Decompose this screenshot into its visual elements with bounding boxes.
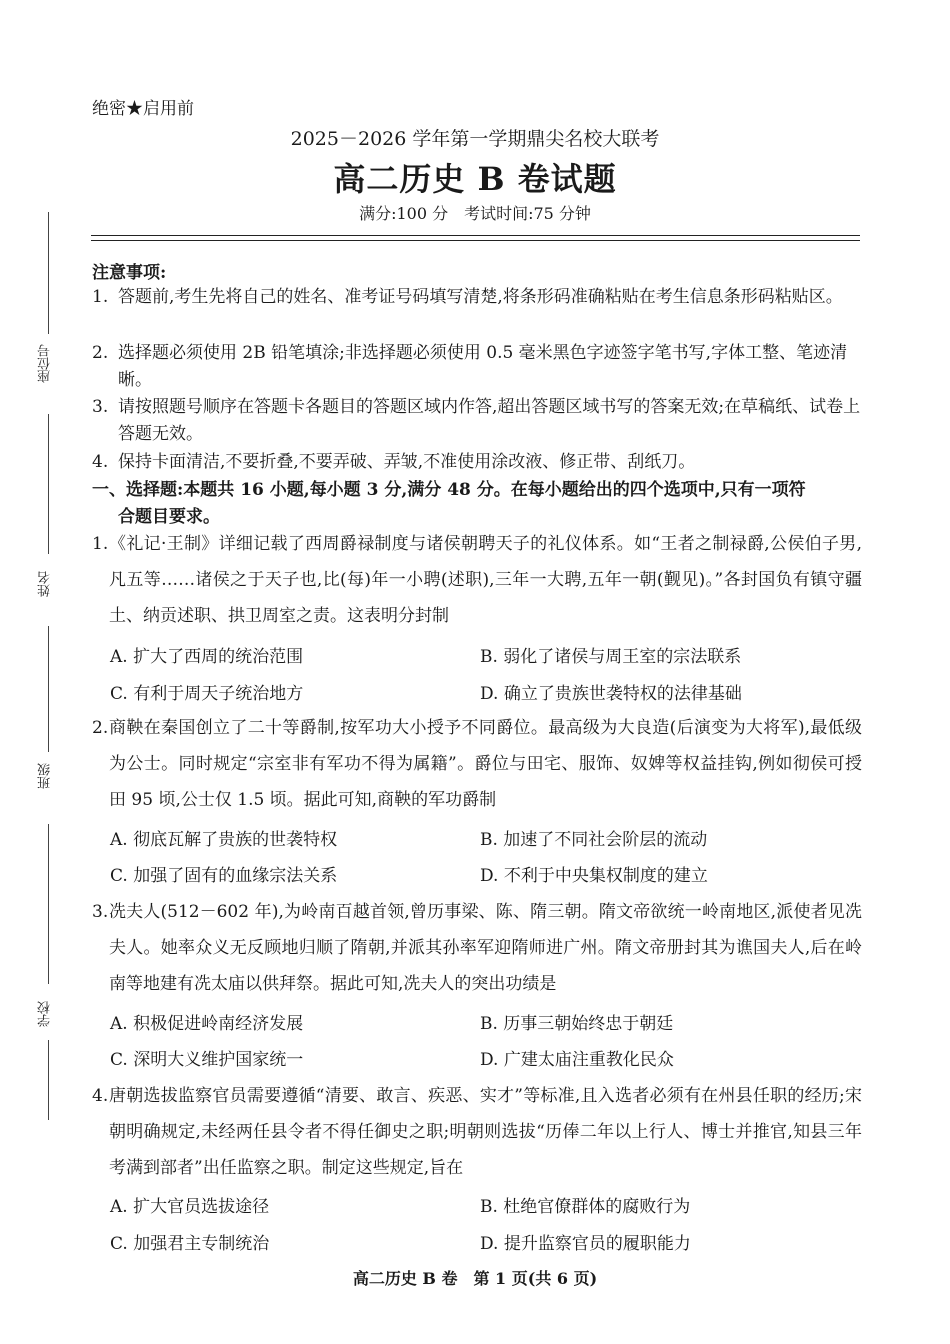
page-footer: 高二历史 B 卷 第 1 页(共 6 页): [352, 1269, 598, 1288]
question-3: [92, 894, 862, 1002]
question-number: 2.: [92, 718, 109, 738]
seat-number-label: 座位号: [38, 344, 53, 384]
option-a[interactable]: A. 扩大官员选拔途径: [110, 1197, 270, 1217]
header-rule-thin: [91, 240, 860, 241]
notice-text: 答题前,考生先将自己的姓名、准考证号码填写清楚,将条形码准确粘贴在考生信息条形码粘贴区。: [118, 287, 843, 307]
school-label: 学校: [38, 1001, 53, 1027]
question-4: [92, 1078, 862, 1186]
question-stem: 商鞅在秦国创立了二十等爵制,按军功大小授予不同爵位。最高级为大良造(后演变为大将军),最低级为公士。同时规定“宗室非有军功不得为属籍”。爵位与田宅、服饰、奴婢等权益挂钩,例如彻侯可授田 95 顷,公士仅 1.5 顷。据此可知,商鞅的军功爵制: [109, 718, 862, 810]
notice-text: 请按照题号顺序在答题卡各题目的答题区域内作答,超出答题区域书写的答案无效;在草稿纸、试卷上答题无效。: [118, 397, 861, 444]
exam-meta: 满分:100 分 考试时间:75 分钟: [359, 204, 591, 223]
question-2: [92, 710, 862, 818]
notice-item: [92, 284, 862, 311]
option-d[interactable]: D. 确立了贵族世袭特权的法律基础: [480, 684, 742, 704]
question-number: 3.: [92, 902, 109, 922]
section-heading-line1: 一、选择题:本题共 16 小题,每小题 3 分,满分 48 分。在每小题给出的四个选项中,只有一项符: [92, 480, 806, 500]
notice-number: 1.: [92, 287, 109, 307]
page-title: 高二历史 B 卷试题: [333, 160, 617, 198]
confidential-mark: 绝密★启用前: [92, 99, 194, 119]
notice-number: 4.: [92, 452, 109, 472]
option-d[interactable]: D. 提升监察官员的履职能力: [480, 1234, 691, 1254]
question-stem: 唐朝选拔监察官员需要遵循“清要、敢言、疾恶、实才”等标准,且入选者必须有在州县任职的经历;宋朝明确规定,未经两任县令者不得任御史之职;明朝则选拔“历俸二年以上行人、博士并推官,知县三年考满到部者”出任监察之职。制定这些规定,旨在: [109, 1086, 862, 1178]
option-b[interactable]: B. 历事三朝始终忠于朝廷: [480, 1014, 674, 1034]
option-a[interactable]: A. 扩大了西周的统治范围: [110, 647, 304, 667]
notice-number: 3.: [92, 397, 109, 417]
class-label: 班级: [38, 763, 53, 789]
side-line-5: [48, 1040, 49, 1120]
option-c[interactable]: C. 有利于周天子统治地方: [110, 684, 304, 704]
section-heading-line2: 合题目要求。: [118, 507, 220, 527]
notice-item: [92, 449, 862, 476]
option-b[interactable]: B. 杜绝官僚群体的腐败行为: [480, 1197, 691, 1217]
option-c[interactable]: C. 深明大义维护国家统一: [110, 1050, 304, 1070]
notice-title: 注意事项:: [92, 263, 167, 283]
option-d[interactable]: D. 广建太庙注重教化民众: [480, 1050, 674, 1070]
side-line-1: [48, 212, 49, 334]
question-number: 1.: [92, 534, 109, 554]
option-c[interactable]: C. 加强了固有的血缘宗法关系: [110, 866, 338, 886]
notice-text: 选择题必须使用 2B 铅笔填涂;非选择题必须使用 0.5 毫米黑色字迹签字笔书写,字体工整、笔迹清晰。: [118, 343, 848, 390]
question-number: 4.: [92, 1086, 109, 1106]
question-stem: 冼夫人(512－602 年),为岭南百越首领,曾历事梁、陈、隋三朝。隋文帝欲统一岭南地区,派使者见冼夫人。她率众义无反顾地归顺了隋朝,并派其孙率军迎隋师进广州。隋文帝册封其为谯国夫人,后在岭南等地建有冼太庙以供拜祭。据此可知,冼夫人的突出功绩是: [109, 902, 862, 994]
question-1: [92, 526, 862, 634]
option-a[interactable]: A. 彻底瓦解了贵族的世袭特权: [110, 830, 338, 850]
notice-number: 2.: [92, 343, 109, 363]
option-d[interactable]: D. 不利于中央集权制度的建立: [480, 866, 708, 886]
option-a[interactable]: A. 积极促进岭南经济发展: [110, 1014, 304, 1034]
side-line-2: [48, 414, 49, 554]
section-heading: [92, 477, 862, 531]
side-line-3: [48, 626, 49, 752]
header-rule: [91, 235, 860, 236]
notice-item: [92, 394, 862, 448]
option-c[interactable]: C. 加强君主专制统治: [110, 1234, 270, 1254]
question-stem: 《礼记·王制》详细记载了西周爵禄制度与诸侯朝聘天子的礼仪体系。如“王者之制禄爵,公侯伯子男,凡五等……诸侯之于天子也,比(每)年一小聘(述职),三年一大聘,五年一朝(觐见)。”各封国负有镇守疆土、纳贡述职、拱卫周室之责。这表明分封制: [109, 534, 862, 626]
notice-item: [92, 340, 862, 394]
exam-name: 2025－2026 学年第一学期鼎尖名校大联考: [290, 128, 660, 150]
name-label: 姓名: [38, 571, 53, 597]
notice-text: 保持卡面清洁,不要折叠,不要弄破、弄皱,不准使用涂改液、修正带、刮纸刀。: [118, 452, 696, 472]
option-b[interactable]: B. 加速了不同社会阶层的流动: [480, 830, 708, 850]
side-line-4: [48, 824, 49, 984]
option-b[interactable]: B. 弱化了诸侯与周王室的宗法联系: [480, 647, 742, 667]
